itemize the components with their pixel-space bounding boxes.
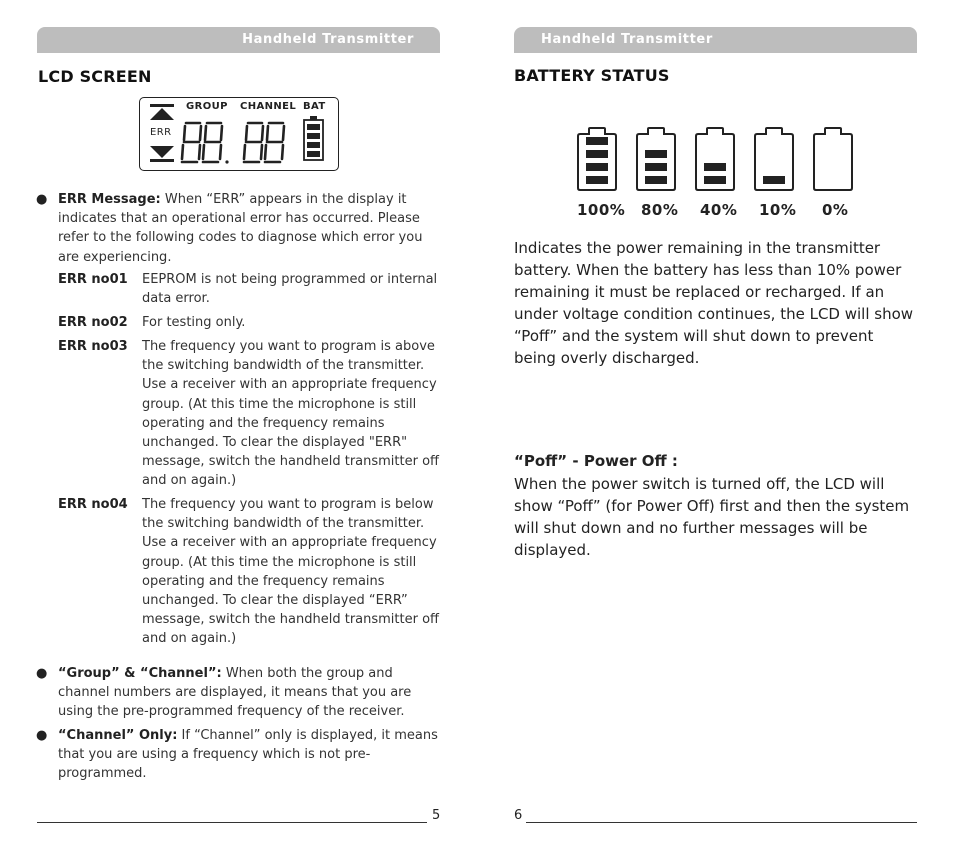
err-message-bullet <box>36 190 440 267</box>
battery-label-10: 10% <box>759 201 797 219</box>
bullet-dot-icon: ● <box>36 666 48 681</box>
left-header-text: Handheld Transmitter <box>242 32 414 47</box>
battery-description: Indicates the power remaining in the transmitter battery. When the battery has less than 10% power remaining it must be replaced or recharged. If an under voltage condition continues, the LCD will show “Poff” and the system will shut down to prevent being overly discharged. <box>514 239 914 367</box>
lcd-bat-label: BAT <box>303 101 326 112</box>
battery-bar <box>704 176 726 184</box>
bullet-dot-icon: ● <box>36 192 48 207</box>
right-page-header <box>514 27 917 53</box>
battery-bar <box>586 163 608 171</box>
battery-icon <box>637 128 675 190</box>
error-code-row <box>58 313 442 332</box>
up-arrow-icon <box>150 108 174 120</box>
poff-title: “Poff” - Power Off : <box>514 452 678 470</box>
channel-only-bullet <box>36 726 438 784</box>
lcd-screen-title: LCD SCREEN <box>38 67 152 86</box>
battery-bar <box>645 176 667 184</box>
battery-icon <box>814 128 852 190</box>
error-code: ERR no02 <box>58 315 128 330</box>
group-channel-text: When both the group and channel numbers are displayed, it means that you are using the pre-programmed frequency of the receiver. <box>58 666 412 720</box>
error-code-row <box>58 495 442 647</box>
battery-icon <box>578 128 616 190</box>
battery-label-0: 0% <box>822 201 849 219</box>
battery-bar <box>763 176 785 184</box>
right-footer-rule <box>526 822 917 823</box>
lcd-display-illustration <box>139 97 339 171</box>
err-message-text: When “ERR” appears in the display it indicates that an operational error has occurred. Please refer to the following codes to diagnose which error you are experiencing. <box>58 192 423 265</box>
error-code: ERR no04 <box>58 497 128 512</box>
right-header-text: Handheld Transmitter <box>541 32 713 47</box>
error-code: ERR no01 <box>58 272 128 287</box>
battery-bar <box>645 150 667 158</box>
error-code: ERR no03 <box>58 339 128 354</box>
bullet-dot-icon: ● <box>36 728 48 743</box>
left-footer-rule <box>37 822 427 823</box>
battery-icon <box>755 128 793 190</box>
lcd-channel-label: CHANNEL <box>240 101 297 112</box>
error-description: The frequency you want to program is above the switching bandwidth of the transmitter. Use a receiver with an appropriate frequency group. (At this time the microphone is still operating and the frequency remains unchanged. To clear the displayed "ERR" message, switch the handheld transmitter off and on again.) <box>142 339 439 489</box>
poff-description: When the power switch is turned off, the LCD will show “Poff” (for Power Off) first and then the system will shut down and no further messages will be displayed. <box>514 475 910 559</box>
error-description: EEPROM is not being programmed or internal data error. <box>142 272 438 307</box>
battery-bar <box>645 163 667 171</box>
left-page-number: 5 <box>432 808 441 823</box>
battery-label-80: 80% <box>641 201 679 219</box>
error-description: For testing only. <box>142 315 246 330</box>
group-channel-lead: “Group” & “Channel”: <box>58 666 222 681</box>
lcd-group-label: GROUP <box>186 101 228 112</box>
lcd-err-label: ERR <box>150 127 172 138</box>
battery-bar <box>586 150 608 158</box>
battery-bar <box>586 137 608 145</box>
group-channel-bullet <box>36 664 438 722</box>
battery-label-40: 40% <box>700 201 738 219</box>
error-code-row <box>58 337 442 489</box>
channel-only-lead: “Channel” Only: <box>58 728 178 743</box>
left-page-header <box>37 27 440 53</box>
battery-levels-graphic <box>574 118 874 193</box>
battery-status-title: BATTERY STATUS <box>514 66 670 85</box>
error-code-row <box>58 270 442 307</box>
error-description: The frequency you want to program is below the switching bandwidth of the transmitter. Use a receiver with an appropriate frequency group. (At this time the microphone is still operating and the frequency remains unchanged. To clear the displayed “ERR” message, switch the handheld transmitter off and on again.) <box>142 497 439 647</box>
battery-bar <box>586 176 608 184</box>
battery-bar <box>704 163 726 171</box>
err-message-lead: ERR Message: <box>58 192 161 207</box>
down-arrow-icon <box>150 146 174 158</box>
right-page-number: 6 <box>514 808 523 823</box>
channel-only-text: If “Channel” only is displayed, it means that you are using a frequency which is not pre-programmed. <box>58 728 438 782</box>
battery-label-100: 100% <box>577 201 626 219</box>
battery-icon <box>696 128 734 190</box>
